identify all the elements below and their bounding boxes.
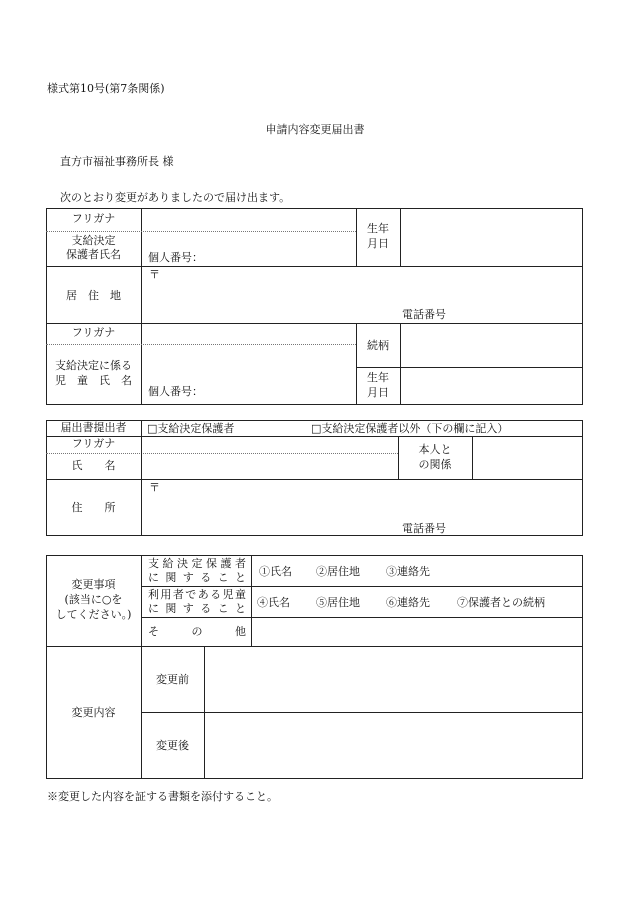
option-child-address[interactable]: ⑤居住地 bbox=[316, 596, 360, 609]
relation-to-person-label-2: の関係 bbox=[418, 458, 452, 471]
change-items-label-2: (該当に○を bbox=[64, 593, 123, 606]
my-number-label-2: 個人番号： bbox=[148, 385, 203, 398]
option-child-name[interactable]: ④氏名 bbox=[257, 596, 290, 609]
option-guardian-address[interactable]: ②居住地 bbox=[316, 565, 360, 578]
option-guardian-name[interactable]: ①氏名 bbox=[259, 565, 292, 578]
page-title: 申請内容変更届出書 bbox=[265, 123, 365, 136]
addressee: 直方市福祉事務所長 様 bbox=[60, 155, 174, 168]
other-label: そ の 他 bbox=[148, 625, 246, 638]
birth-label-2: 月日 bbox=[367, 237, 389, 250]
birth-label-3: 生年 bbox=[367, 371, 389, 384]
submitter-address-label: 住 所 bbox=[71, 501, 116, 514]
furigana-label-2: フリガナ bbox=[71, 326, 116, 339]
phone-label: 電話番号 bbox=[402, 308, 446, 321]
birth-label-1: 生年 bbox=[367, 222, 389, 235]
child-name-label-2: 児 童 氏 名 bbox=[55, 374, 132, 387]
before-label: 変更前 bbox=[156, 673, 189, 686]
relation-label: 続柄 bbox=[367, 339, 389, 352]
submitter-label: 届出書提出者 bbox=[60, 421, 127, 434]
postal-mark-2: 〒 bbox=[149, 481, 160, 494]
my-number-label: 個人番号： bbox=[148, 251, 203, 264]
option-guardian-contact[interactable]: ③連絡先 bbox=[386, 565, 430, 578]
birth-label-4: 月日 bbox=[367, 386, 389, 399]
postal-mark: 〒 bbox=[149, 268, 160, 281]
option-child-contact[interactable]: ⑥連絡先 bbox=[386, 596, 430, 609]
guardian-name-label-2: 保護者氏名 bbox=[66, 248, 121, 261]
after-label: 変更後 bbox=[156, 739, 189, 752]
change-items-label-1: 変更事項 bbox=[71, 578, 116, 591]
child-name-label-1: 支給決定に係る bbox=[55, 359, 132, 372]
intro-text: 次のとおり変更がありましたので届け出ます。 bbox=[60, 191, 291, 204]
guardian-category-2: に関すること bbox=[148, 571, 246, 584]
furigana-label: フリガナ bbox=[71, 212, 116, 225]
option-child-relation[interactable]: ⑦保護者との続柄 bbox=[457, 596, 545, 609]
child-category-1: 利用者である児童 bbox=[148, 588, 246, 601]
phone-label-2: 電話番号 bbox=[402, 522, 446, 535]
name-label: 氏 名 bbox=[71, 459, 116, 472]
footnote: ※変更した内容を証する書類を添付すること。 bbox=[47, 790, 278, 803]
relation-to-person-label-1: 本人と bbox=[418, 443, 452, 456]
submitter-option-guardian[interactable]: □支給決定保護者 bbox=[147, 422, 235, 435]
form-number: 様式第10号(第7条関係) bbox=[47, 82, 165, 95]
guardian-category-1: 支給決定保護者 bbox=[148, 557, 246, 570]
address-label: 居 住 地 bbox=[66, 289, 121, 302]
change-content-label: 変更内容 bbox=[71, 706, 116, 719]
guardian-name-label-1: 支給決定 bbox=[71, 234, 116, 247]
change-items-label-3: してください。) bbox=[55, 608, 132, 621]
child-category-2: に関すること bbox=[148, 602, 246, 615]
furigana-label-3: フリガナ bbox=[71, 437, 116, 450]
submitter-option-other[interactable]: □支給決定保護者以外（下の欄に記入） bbox=[311, 422, 509, 435]
